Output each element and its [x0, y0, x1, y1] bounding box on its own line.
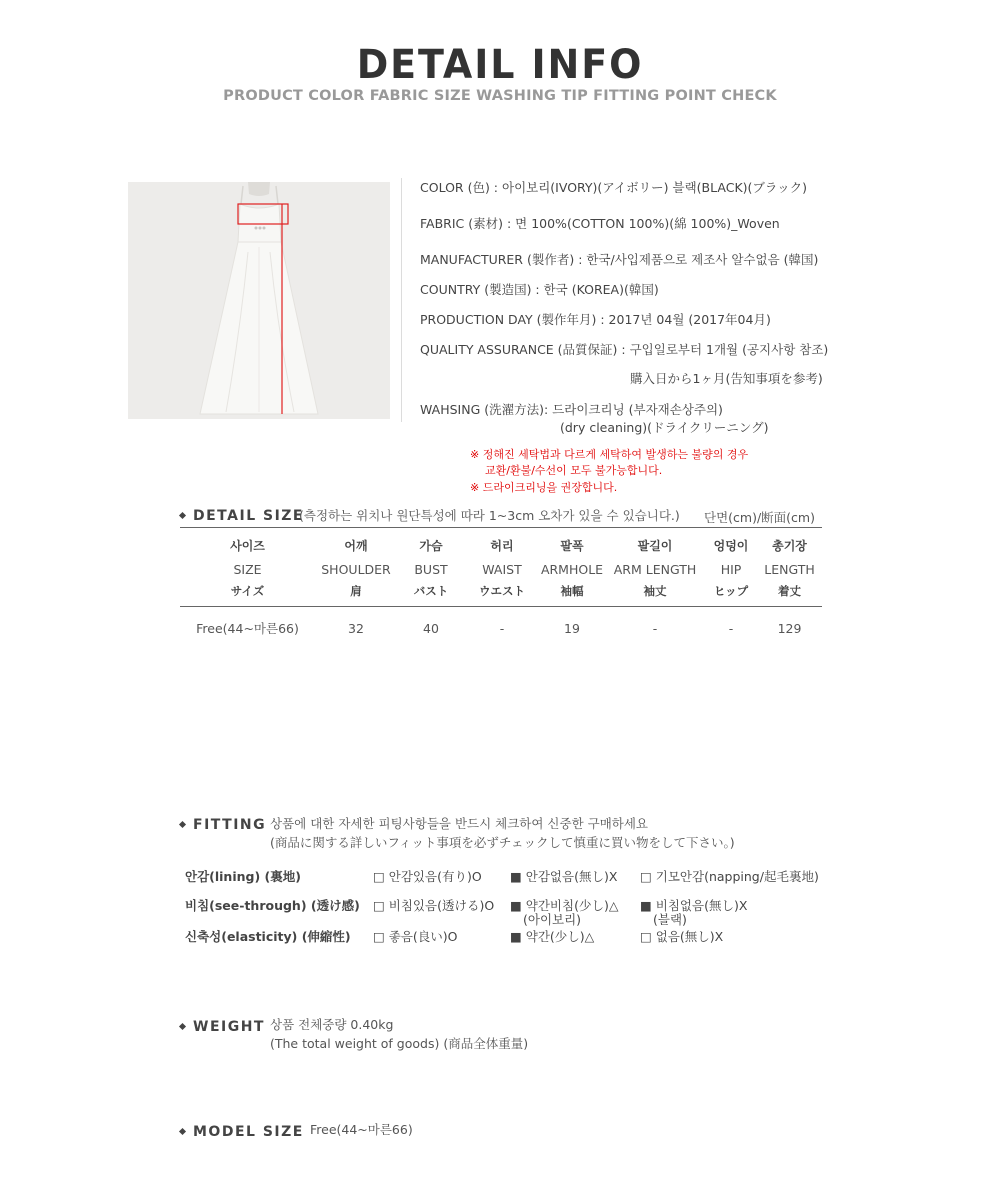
diamond-bullet-icon: [179, 1023, 186, 1030]
weight-title: WEIGHT: [193, 1019, 265, 1035]
color-info: COLOR (色) : 아이보리(IVORY)(アイボリー) 블랙(BLACK)(ブラック): [420, 180, 808, 195]
size-header-cell: 어깨: [344, 539, 368, 553]
size-value-cell: -: [652, 620, 658, 636]
size-header-cell: SHOULDER: [321, 561, 391, 577]
size-header-cell: 袖幅: [539, 578, 605, 607]
quality-info: QUALITY ASSURANCE (品質保証) : 구입일로부터 1개월 (공지사항 참조): [420, 342, 829, 357]
detail-size-desc: (측정하는 위치나 원단특성에 따라 1~3cm 오차가 있을 수 있습니다.): [299, 508, 680, 523]
fitting-desc-1: 상품에 대한 자세한 피팅사항들을 반드시 체크하여 신중한 구매하세요: [270, 816, 648, 831]
fitting-option: □ 기모안감(napping/起毛裏地): [640, 869, 819, 884]
size-value-cell: 40: [423, 620, 439, 636]
detail-size-title: DETAIL SIZE: [193, 508, 304, 524]
size-header-cell: HIP: [720, 561, 742, 577]
size-value-cell: -: [499, 620, 505, 636]
fitting-label-lining: 안감(lining) (裏地): [185, 869, 301, 884]
production-info: PRODUCTION DAY (製作年月) : 2017년 04월 (2017年04月): [420, 312, 771, 327]
size-header-cell: バスト: [397, 578, 465, 607]
size-header-cell: 着丈: [757, 578, 822, 607]
washing-info-2: (dry cleaning)(ドライクリーニング): [560, 420, 769, 435]
size-header-cell: 엉덩이: [713, 539, 749, 553]
size-header-cell: サイズ: [180, 578, 315, 607]
size-table: [180, 527, 822, 637]
size-header-cell: ヒップ: [705, 578, 757, 607]
model-size-heading: [180, 1121, 304, 1140]
size-header-cell: ARM LENGTH: [613, 561, 697, 577]
manufacturer-info: MANUFACTURER (製作者) : 한국/사입제품으로 제조사 알수없음 (韓国): [420, 252, 819, 267]
size-header-cell: ウエスト: [465, 578, 539, 607]
fitting-option: □ 좋음(良い)O: [373, 929, 458, 944]
size-value-cell: Free(44~마른66): [196, 621, 299, 636]
warning-note-1: ※ 정해진 세탁법과 다르게 세탁하여 발생하는 불량의 경우: [470, 448, 749, 461]
fitting-heading: [180, 814, 266, 833]
size-header-en: [180, 554, 822, 578]
divider-line: [401, 178, 402, 422]
weight-desc: (The total weight of goods) (商品全体重量): [270, 1036, 529, 1051]
detail-size-unit: 단면(cm)/断面(cm): [704, 510, 815, 525]
product-photo: [128, 182, 390, 419]
model-size-title: MODEL SIZE: [193, 1124, 304, 1140]
size-header-cell: BUST: [414, 561, 448, 577]
size-header-cell: WAIST: [482, 561, 522, 577]
page-title: DETAIL INFO: [356, 42, 644, 88]
page-subtitle: PRODUCT COLOR FABRIC SIZE WASHING TIP FITTING POINT CHECK: [223, 88, 777, 104]
size-header-cell: 팔폭: [560, 539, 584, 553]
quality-info-jp: 購入日から1ヶ月(告知事項を参考): [630, 371, 823, 386]
detail-size-heading: [180, 505, 304, 524]
fitting-option: ■ 비침없음(無し)X: [640, 898, 748, 913]
diamond-bullet-icon: [179, 512, 186, 519]
size-header-cell: 사이즈: [230, 539, 265, 553]
size-header-cell: 허리: [490, 539, 514, 553]
dress-illustration: [128, 182, 390, 419]
size-header-cell: 팔길이: [637, 539, 673, 553]
size-header-cell: ARMHOLE: [540, 561, 604, 577]
size-header-cell: 가슴: [419, 539, 443, 553]
fitting-option: ■ 안감없음(無し)X: [510, 869, 618, 884]
size-value-cell: 129: [777, 620, 802, 636]
weight-value: 상품 전체중량 0.40kg: [270, 1017, 394, 1032]
size-value-cell: 32: [348, 620, 364, 636]
size-header-cell: LENGTH: [764, 561, 815, 577]
diamond-bullet-icon: [179, 821, 186, 828]
fitting-option: ■ 약간비침(少し)△: [510, 898, 619, 913]
fitting-option: ■ 약간(少し)△: [510, 929, 595, 944]
size-header-kr: [180, 528, 822, 555]
size-header-cell: SIZE: [233, 561, 262, 577]
table-row: [180, 607, 822, 638]
fabric-info: FABRIC (素材) : 면 100%(COTTON 100%)(綿 100%)_Woven: [420, 216, 780, 231]
size-header-cell: 肩: [315, 578, 397, 607]
fitting-option-sub: (아이보리): [523, 912, 582, 927]
fitting-title: FITTING: [193, 817, 267, 833]
fitting-option: □ 안감있음(有り)O: [373, 869, 482, 884]
fitting-label-elasticity: 신축성(elasticity) (伸縮性): [185, 929, 351, 944]
fitting-option: □ 없음(無し)X: [640, 929, 724, 944]
size-header-jp: [180, 578, 822, 607]
country-info: COUNTRY (製造国) : 한국 (KOREA)(韓国): [420, 282, 659, 297]
warning-note-2: 교환/환불/수선이 모두 불가능합니다.: [485, 464, 663, 477]
size-value-cell: -: [728, 620, 734, 636]
size-header-cell: 袖丈: [605, 578, 705, 607]
model-size-value: Free(44~마른66): [310, 1122, 413, 1137]
fitting-desc-2: (商品に関する詳しいフィット事項を必ずチェックして慎重に買い物をして下さい。): [270, 835, 735, 850]
fitting-option: □ 비침있음(透ける)O: [373, 898, 495, 913]
diamond-bullet-icon: [179, 1128, 186, 1135]
fitting-label-see-through: 비침(see-through) (透け感): [185, 898, 360, 913]
size-header-cell: 총기장: [772, 539, 807, 553]
warning-note-3: ※ 드라이크리닝을 권장합니다.: [470, 481, 618, 494]
weight-heading: [180, 1016, 265, 1035]
washing-info: WAHSING (洗濯方法): 드라이크리닝 (부자재손상주의): [420, 402, 723, 417]
fitting-option-sub: (블랙): [653, 912, 687, 927]
size-value-cell: 19: [564, 620, 580, 636]
